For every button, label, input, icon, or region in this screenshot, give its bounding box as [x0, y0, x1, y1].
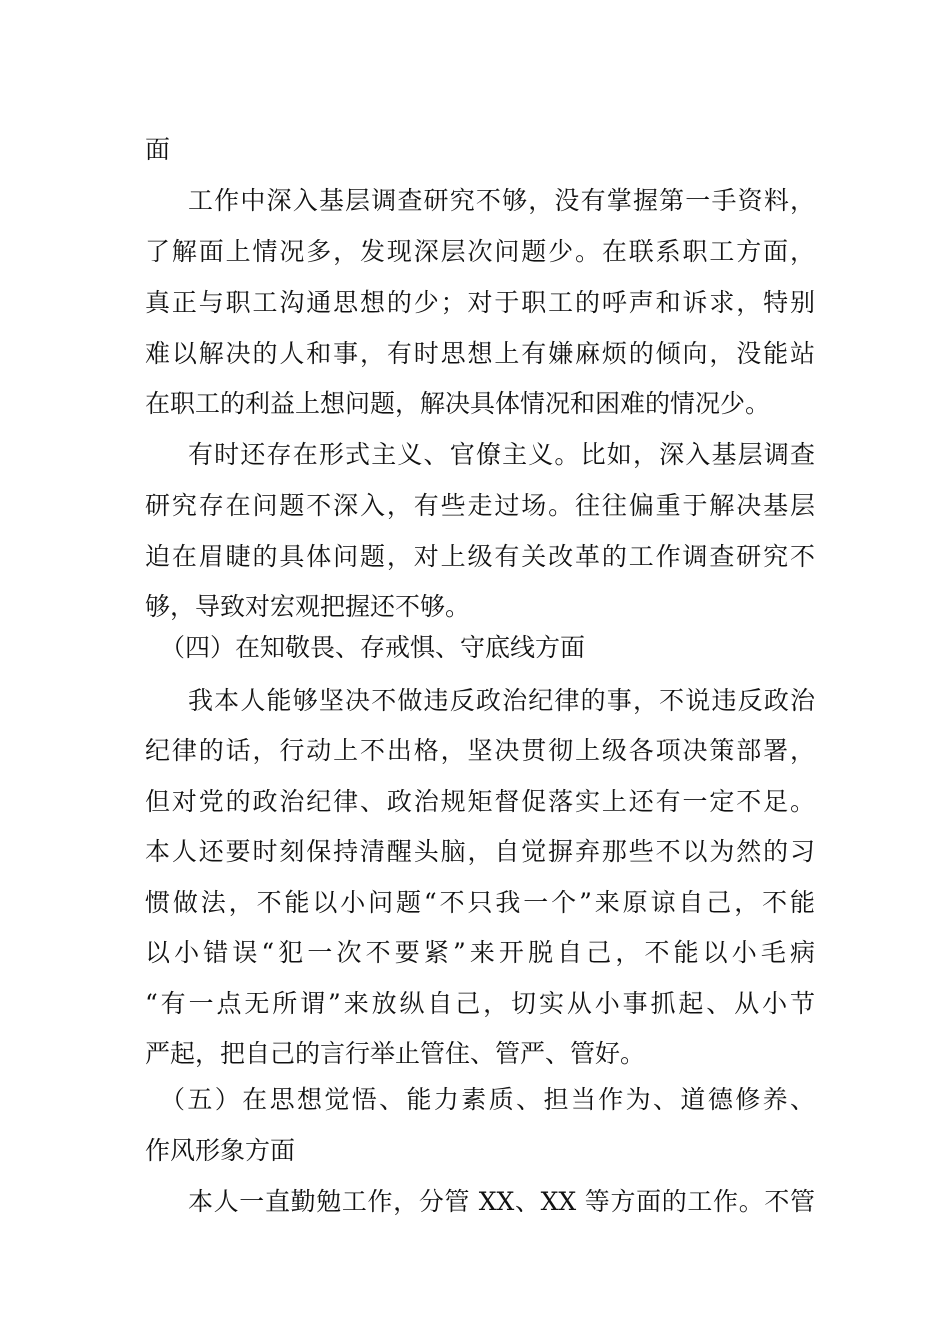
paragraph-line: 在职工的利益上想问题，解决具体情况和困难的情况少。: [145, 389, 771, 418]
paragraph-line: 够，导致对宏观把握还不够。: [145, 592, 471, 621]
paragraph-line: 难以解决的人和事，有时思想上有嫌麻烦的倾向，没能站: [145, 339, 815, 368]
paragraph-line: 本人还要时刻保持清醒头脑，自觉摒弃那些不以为然的习: [145, 837, 815, 866]
paragraph-line: 研究存在问题不深入，有些走过场。往往偏重于解决基层: [145, 491, 815, 520]
paragraph-line: 以小错误“犯一次不要紧”来开脱自己，不能以小毛病: [145, 938, 815, 967]
paragraph-line: 但对党的政治纪律、政治规矩督促落实上还有一定不足。: [145, 787, 815, 816]
section-heading-continued: 作风形象方面: [145, 1136, 296, 1165]
paragraph-line: 迫在眉睫的具体问题，对上级有关改革的工作调查研究不: [145, 542, 815, 571]
paragraph-line: “有一点无所谓”来放纵自己，切实从小事抓起、从小节: [145, 989, 815, 1018]
paragraph-line: 工作中深入基层调查研究不够，没有掌握第一手资料，: [188, 186, 815, 215]
paragraph-line: 本人一直勤勉工作，分管 XX、XX 等方面的工作。不管: [188, 1187, 815, 1216]
paragraph-line: 了解面上情况多，发现深层次问题少。在联系职工方面，: [145, 237, 815, 266]
paragraph-line: 纪律的话，行动上不出格，坚决贯彻上级各项决策部署，: [145, 736, 815, 765]
section-heading: （五）在思想觉悟、能力素质、担当作为、道德修养、: [160, 1085, 815, 1114]
paragraph-line: 惯做法，不能以小问题“不只我一个”来原谅自己，不能: [145, 888, 815, 917]
paragraph-line: 有时还存在形式主义、官僚主义。比如，深入基层调查: [188, 440, 815, 469]
section-heading: （四）在知敬畏、存戒惧、守底线方面: [160, 633, 586, 662]
paragraph-line: 我本人能够坚决不做违反政治纪律的事，不说违反政治: [188, 686, 815, 715]
text-line: 面: [145, 135, 171, 164]
paragraph-line: 真正与职工沟通思想的少；对于职工的呼声和诉求，特别: [145, 288, 815, 317]
paragraph-line: 严起，把自己的言行举止管住、管严、管好。: [145, 1039, 646, 1068]
